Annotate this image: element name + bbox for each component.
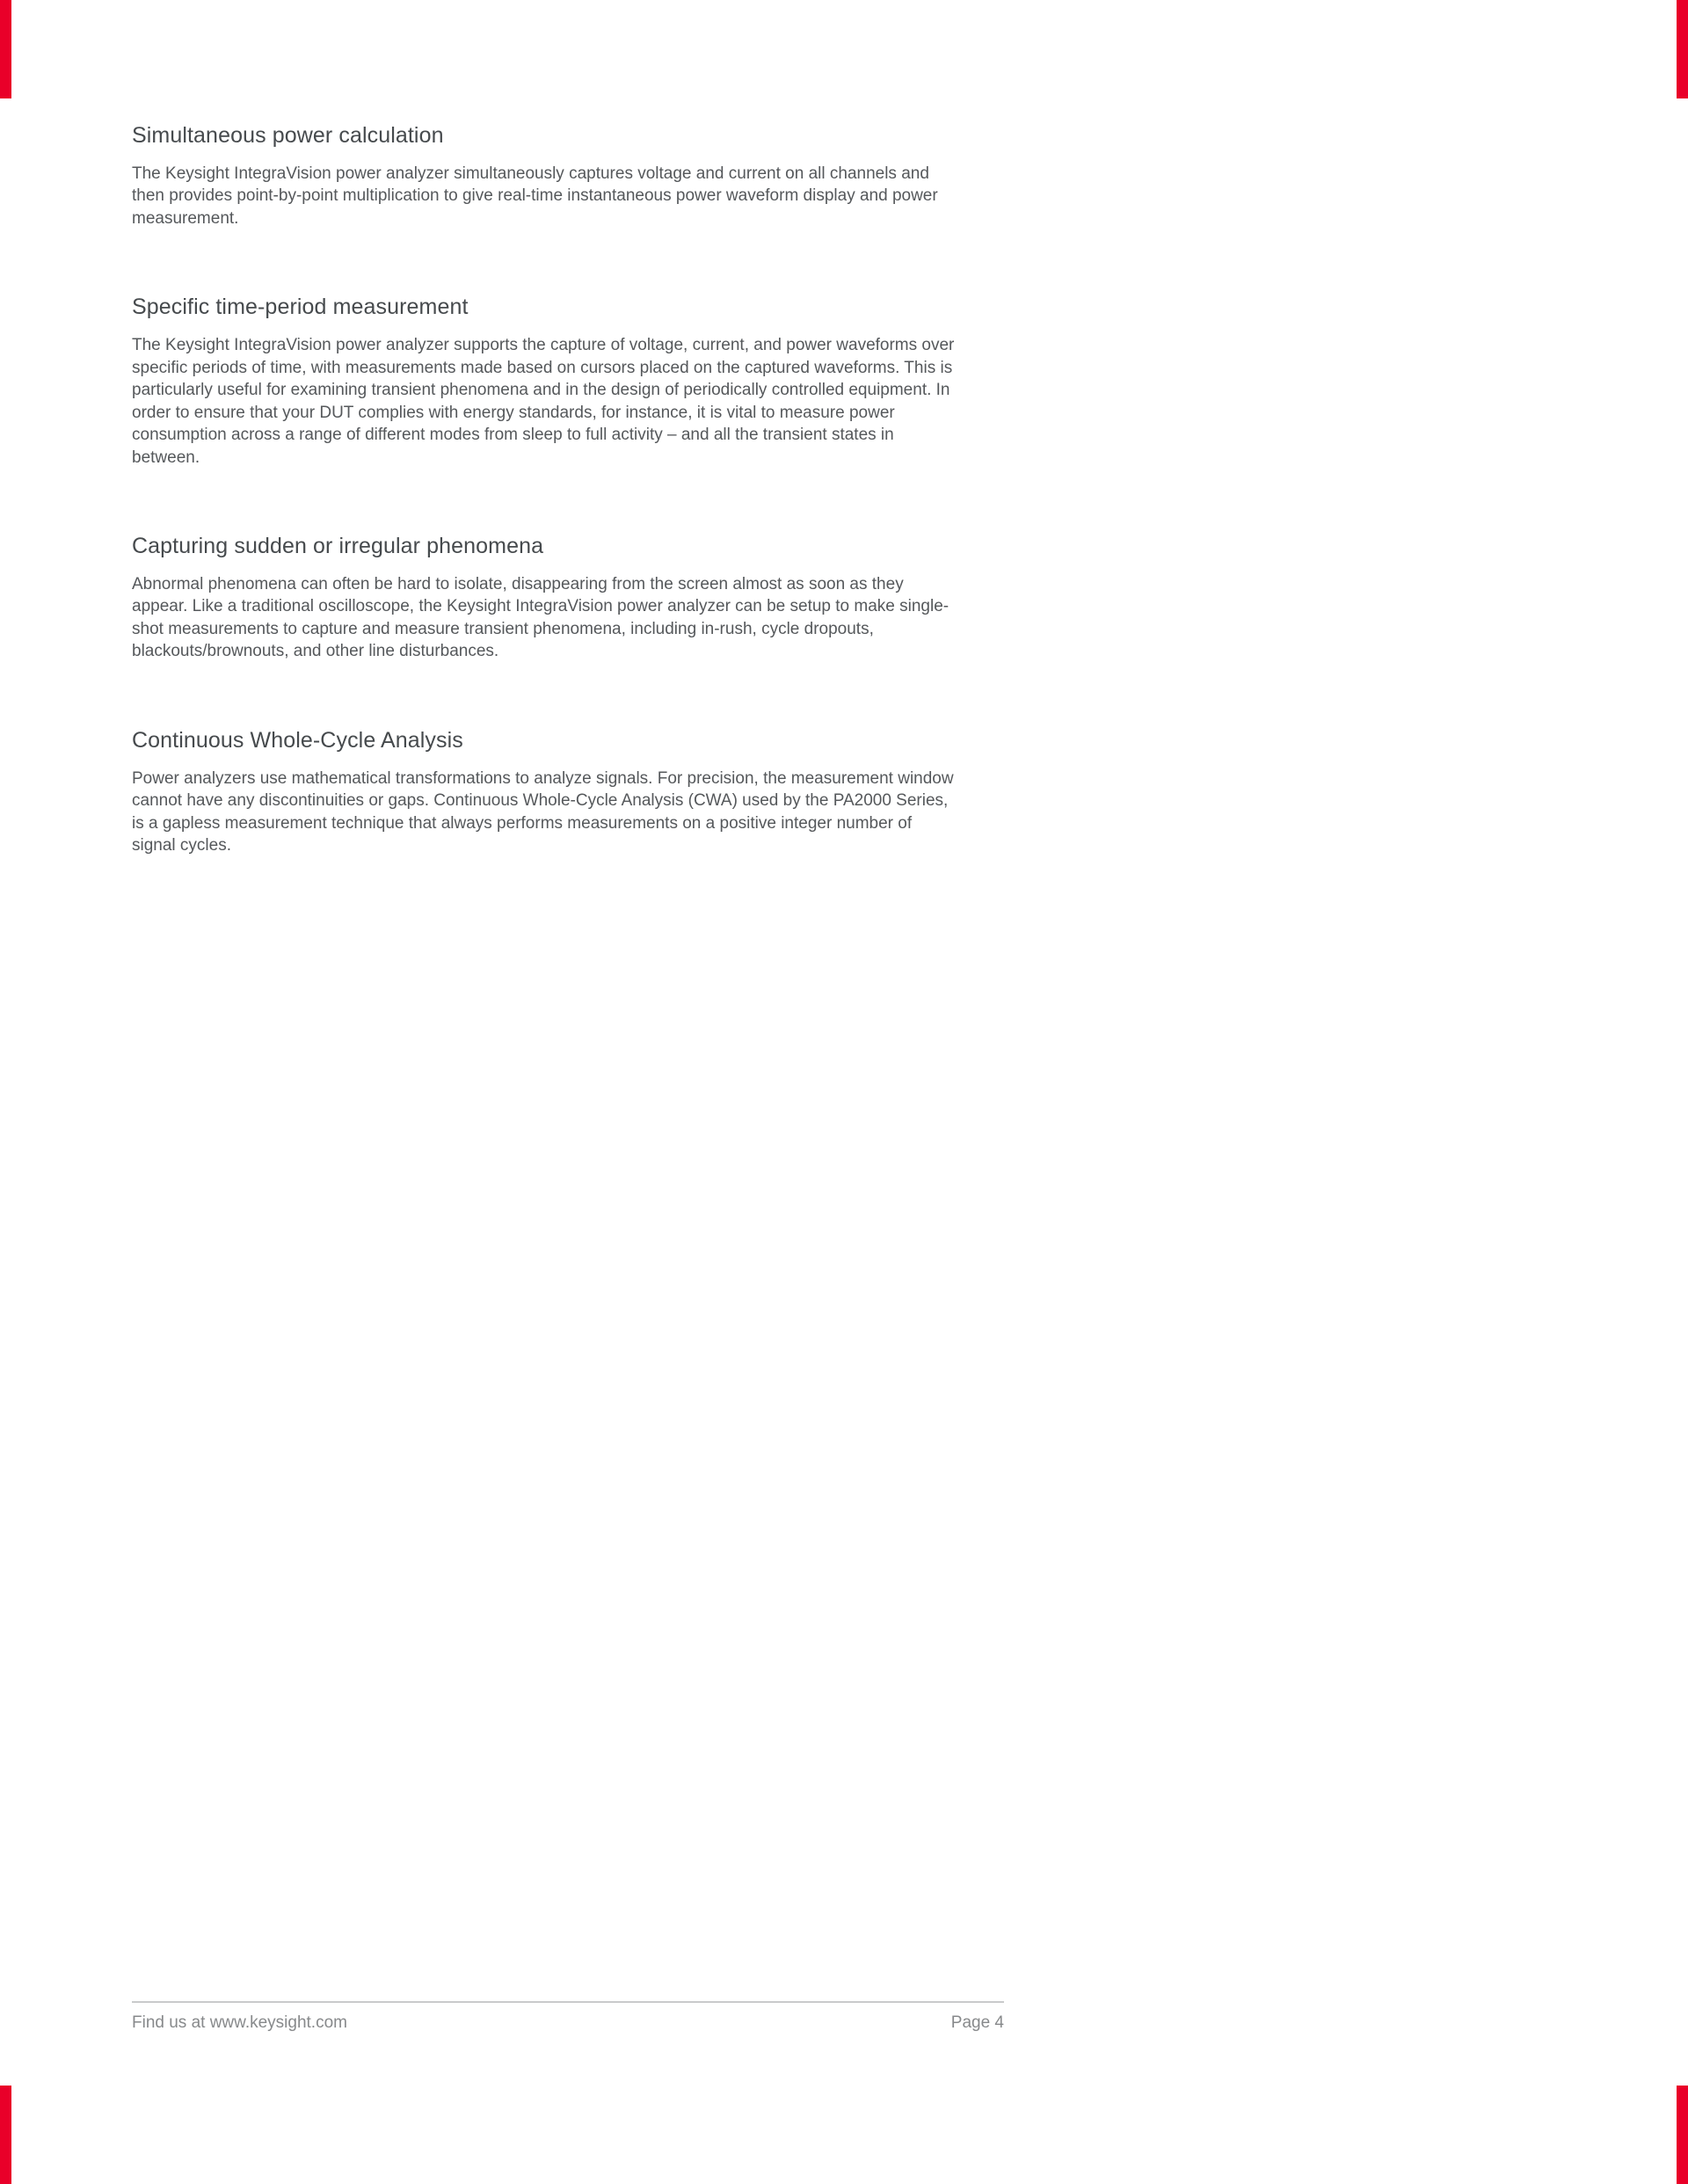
content-column [132, 123, 958, 857]
red-corner-mark-top-right [1677, 0, 1688, 98]
footer-page-number: Page 4 [950, 2013, 1004, 2032]
red-corner-mark-top-left [0, 0, 11, 98]
page-footer [132, 2001, 1004, 2033]
section-body-text: The Keysight IntegraVision power analyzer supports the capture of voltage, current, and power waveforms over specific periods of time, with measurements made based on cursors placed on the captured waveforms. This is particularly useful for examining transient phenomena and in the design of periodically controlled equipment. In order to ensure that your DUT complies with energy standards, for instance, it is vital to measure power consumption across a range of different modes from sleep to full activity – and all the transient states in between. [132, 336, 955, 467]
red-corner-mark-bottom-left [0, 2086, 11, 2184]
section-capturing-sudden-or-irregular-phenomena [132, 534, 958, 663]
section-heading: Specific time-period measurement [132, 295, 469, 320]
red-corner-mark-bottom-right [1677, 2086, 1688, 2184]
footer-find-us-text: Find us at www.keysight.com [132, 2013, 347, 2032]
footer-row [132, 2013, 1004, 2033]
section-heading: Simultaneous power calculation [132, 123, 444, 148]
section-body-text: Abnormal phenomena can often be hard to isolate, disappearing from the screen almost as soon as they appear. Like a traditional oscilloscope, the Keysight IntegraVision power analyzer can be setup to make single-shot measurements to capture and measure transient phenomena, including in-rush, cycle dropouts, blackouts/brownouts, and other line disturbances. [132, 574, 950, 661]
section-heading: Continuous Whole-Cycle Analysis [132, 727, 463, 753]
section-body-text: The Keysight IntegraVision power analyzer simultaneously captures voltage and current on all channels and then provides point-by-point multiplication to give real-time instantaneous power waveform display and power measurement. [132, 164, 938, 228]
section-heading: Capturing sudden or irregular phenomena [132, 534, 544, 558]
footer-divider-rule [132, 2001, 1004, 2003]
section-specific-time-period-measurement [132, 295, 958, 469]
section-simultaneous-power-calculation [132, 123, 958, 229]
section-continuous-whole-cycle-analysis [132, 728, 958, 857]
section-body-text: Power analyzers use mathematical transformations to analyze signals. For precision, the measurement window cannot have any discontinuities or gaps. Continuous Whole-Cycle Analysis (CWA) used by the PA2000 Series, is a gapless measurement technique that always performs measurements on a positive integer number of signal cycles. [132, 768, 954, 855]
